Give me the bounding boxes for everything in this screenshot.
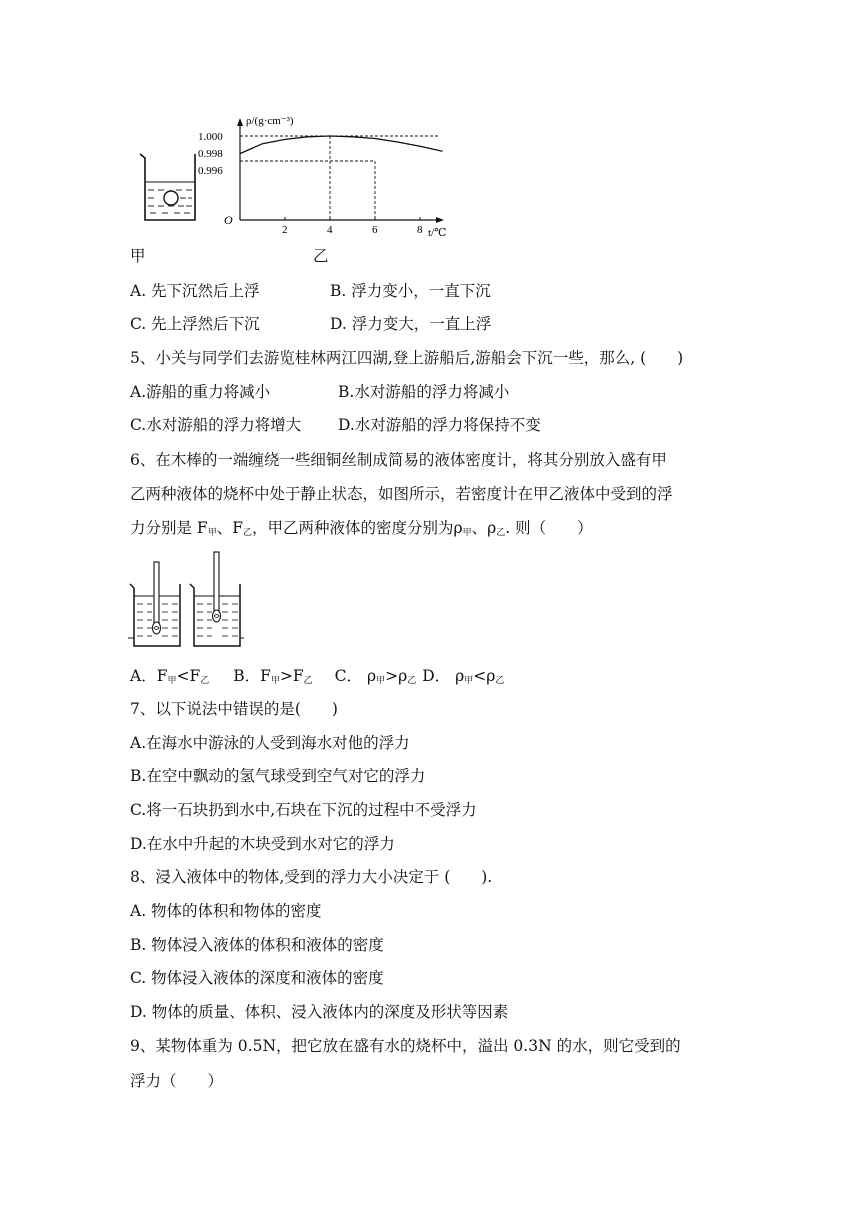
q5-stem: 5、小关与同学们去游览桂林两江四湖,登上游船后,游船会下沉一些，那么, ( ) bbox=[130, 349, 684, 367]
sub-jia: 甲 bbox=[462, 528, 472, 538]
q6-option-d[interactable]: D． $\rho_甲<\rho_乙$ bbox=[422, 667, 505, 686]
q9-stem-line1: 9、某物体重为 0.5N，把它放在盛有水的烧杯中，溢出 0.3N 的水，则它受到的 bbox=[130, 1037, 681, 1055]
q6-option-b[interactable]: B．$F_甲>F_乙$ bbox=[233, 667, 313, 686]
q6-stem-line3 bbox=[130, 518, 593, 543]
q7-option-a[interactable]: A.在海水中游泳的人受到海水对他的浮力 bbox=[130, 734, 410, 752]
x-axis-label: t/℃ bbox=[428, 227, 447, 239]
densimeter-beakers-figure bbox=[128, 550, 244, 650]
figure-label-jia: 甲 bbox=[130, 247, 146, 265]
q8-option-d[interactable]: D. 物体的质量、体积、浸入液体内的深度及形状等因素 bbox=[130, 1003, 509, 1021]
q4-option-d[interactable]: D. 浮力变大，一直上浮 bbox=[330, 315, 492, 333]
sub-jia: 甲 bbox=[207, 528, 217, 538]
q5-option-d[interactable]: D.水对游船的浮力将保持不变 bbox=[338, 416, 541, 434]
q6-options bbox=[130, 666, 504, 691]
q7-option-d[interactable]: D.在水中升起的木块受到水对它的浮力 bbox=[130, 835, 395, 853]
q5-option-c[interactable]: C.水对游船的浮力将增大 bbox=[130, 416, 302, 434]
q8-option-a[interactable]: A. 物体的体积和物体的密度 bbox=[130, 902, 322, 920]
y-tick-label: 0.998 bbox=[198, 148, 223, 160]
q6-stem-line2: 乙两种液体的烧杯中处于静止状态，如图所示，若密度计在甲乙液体中受到的浮 bbox=[130, 485, 673, 503]
y-tick-label: 1.000 bbox=[198, 131, 223, 143]
q6-stem-text: 力分别是 F bbox=[130, 519, 208, 537]
q5-option-b[interactable]: B.水对游船的浮力将减小 bbox=[338, 383, 510, 401]
q7-stem: 7、以下说法中错误的是( ) bbox=[130, 700, 338, 718]
q9-stem-line2: 浮力（ ） bbox=[130, 1072, 224, 1090]
q4-option-c[interactable]: C. 先上浮然后下沉 bbox=[130, 315, 260, 333]
beaker-with-ball-figure bbox=[138, 150, 202, 224]
density-temperature-chart bbox=[196, 112, 466, 240]
q6-stem-text: 、ρ bbox=[471, 519, 497, 537]
sub-yi: 乙 bbox=[242, 528, 252, 538]
q8-stem: 8、浸入液体中的物体,受到的浮力大小决定于 ( ). bbox=[130, 868, 493, 886]
x-tick-label: 2 bbox=[282, 224, 288, 236]
q7-option-b[interactable]: B.在空中飘动的氢气球受到空气对它的浮力 bbox=[130, 767, 426, 785]
x-tick-label: 8 bbox=[417, 224, 423, 236]
x-tick-label: 4 bbox=[327, 224, 333, 236]
x-tick-label: 6 bbox=[372, 224, 378, 236]
q4-option-a[interactable]: A. 先下沉然后上浮 bbox=[130, 282, 260, 300]
origin-label: O bbox=[224, 213, 233, 227]
q6-option-c[interactable]: C． $\rho_甲>\rho_乙$ bbox=[334, 667, 417, 686]
density-curve bbox=[240, 136, 443, 154]
beaker-yi bbox=[190, 552, 244, 646]
ball-icon bbox=[164, 191, 178, 205]
q6-stem-text: . 则（ ） bbox=[505, 519, 593, 537]
y-axis-label: ρ/(g·cm⁻³) bbox=[246, 115, 294, 127]
q6-stem-line1: 6、在木棒的一端缠绕一些细铜丝制成简易的液体密度计，将其分别放入盛有甲 bbox=[130, 451, 667, 469]
q7-option-c[interactable]: C.将一石块扔到水中,石块在下沉的过程中不受浮力 bbox=[130, 801, 477, 819]
q4-option-b[interactable]: B. 浮力变小，一直下沉 bbox=[330, 282, 491, 300]
q8-option-c[interactable]: C. 物体浸入液体的深度和液体的密度 bbox=[130, 969, 384, 987]
q6-option-a[interactable]: A．$F_甲<F_乙$ bbox=[130, 667, 210, 686]
q8-option-b[interactable]: B. 物体浸入液体的体积和液体的密度 bbox=[130, 936, 384, 954]
q6-stem-text: ，甲乙两种液体的密度分别为ρ bbox=[251, 519, 463, 537]
q6-stem-text: 、F bbox=[216, 519, 243, 537]
y-tick-label: 0.996 bbox=[198, 165, 223, 177]
beaker-jia bbox=[128, 562, 180, 646]
figure-label-yi: 乙 bbox=[313, 247, 329, 265]
sub-yi: 乙 bbox=[496, 528, 506, 538]
q5-option-a[interactable]: A.游船的重力将减小 bbox=[130, 383, 271, 401]
